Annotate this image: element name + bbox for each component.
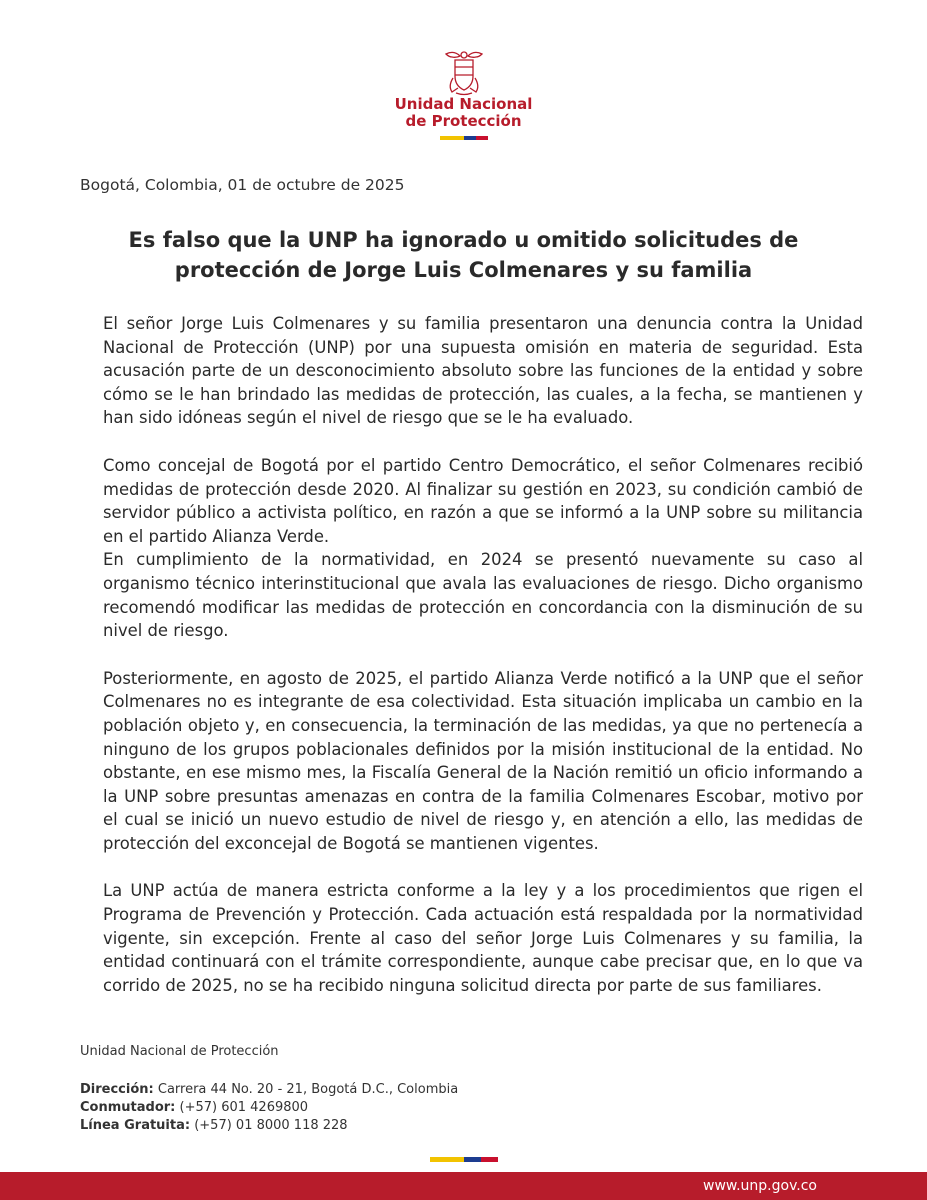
contact-footer [80,1043,458,1135]
bottom-flag-yellow [430,1157,464,1162]
phone-value: (+57) 601 4269800 [175,1100,309,1115]
footer-band [0,1172,927,1200]
website-link[interactable]: www.unp.gov.co [703,1178,817,1194]
paragraph-2: Como concejal de Bogotá por el partido Centro Democrático, el señor Colmenares recibió medidas de protección desde 2020. Al finalizar su gestión en 2023, su condición cambió de servidor público a activista político, en razón a que se informó a la UNP sobre su militancia en el partido Alianza Verde. [103,455,863,546]
address-value: Carrera 44 No. 20 - 21, Bogotá D.C., Colombia [153,1082,459,1097]
address-label: Dirección: [80,1082,154,1097]
org-name-line2: de Protección [405,112,522,130]
document-title: Es falso que la UNP ha ignorado u omitido solicitudes de protección de Jorge Luis Colmenares y su familia [128,228,799,282]
flag-blue [464,136,476,140]
document-date: Bogotá, Colombia, 01 de octubre de 2025 [80,176,405,194]
toll-label: Línea Gratuita: [80,1118,191,1133]
letterhead [0,48,927,140]
footer-org: Unidad Nacional de Protección [80,1044,279,1059]
flag-red [476,136,488,140]
document-body [103,312,863,997]
paragraph-5: La UNP actúa de manera estricta conforme a la ley y a los procedimientos que rigen el Programa de Prevención y Protección. Cada actuación está respaldada por la normatividad vigente, sin excepción. Frente al caso del señor Jorge Luis Colmenares y su familia, la entidad continuará con el trámite correspondiente, aunque cabe precisar que, en lo que va corrido de 2025, no se ha recibido ninguna solicitud directa por parte de sus familiares. [103,881,863,995]
bottom-flag-red [481,1157,498,1162]
footer-toll-free [80,1117,458,1135]
footer-phone [80,1099,458,1117]
paragraph-4: Posteriormente, en agosto de 2025, el partido Alianza Verde notificó a la UNP que el señor Colmenares no es integrante de esa colectividad. Esta situación implicaba un cambio en la población objeto y, en consecuencia, la terminación de las medidas, ya que no pertenecía a ninguno de los grupos poblacionales definidos por la misión institucional de la entidad. No obstante, en ese mismo mes, la Fiscalía General de la Nación remitió un oficio informando a la UNP sobre presuntas amenazas en contra de la familia Colmenares Escobar, motivo por el cual se inició un nuevo estudio de nivel de riesgo y, en atención a ello, las medidas de protección del exconcejal de Bogotá se mantienen vigentes. [103,668,863,853]
flag-stripe [0,136,927,140]
org-name [0,96,927,130]
org-name-line1: Unidad Nacional [394,95,533,113]
paragraph-3: En cumplimiento de la normatividad, en 2024 se presentó nuevamente su caso al organismo técnico interinstitucional que avala las evaluaciones de riesgo. Dicho organismo recomendó modificar las medidas de protección en concordancia con la disminución de su nivel de riesgo. [103,550,863,641]
paragraph-1: El señor Jorge Luis Colmenares y su familia presentaron una denuncia contra la Unidad Nacional de Protección (UNP) por una supuesta omisión en materia de seguridad. Esta acusación parte de un desconocimiento absoluto sobre las funciones de la entidad y sobre cómo se le han brindado las medidas de protección, las cuales, a la fecha, se mantienen y han sido idóneas según el nivel de riesgo que se le ha evaluado. [103,314,863,428]
footer-address [80,1081,458,1099]
flag-yellow [440,136,464,140]
bottom-flag-blue [464,1157,481,1162]
colombia-coat-of-arms-icon [442,48,486,96]
bottom-flag-stripe [430,1157,498,1162]
toll-value: (+57) 01 8000 118 228 [190,1118,348,1133]
phone-label: Conmutador: [80,1100,176,1115]
